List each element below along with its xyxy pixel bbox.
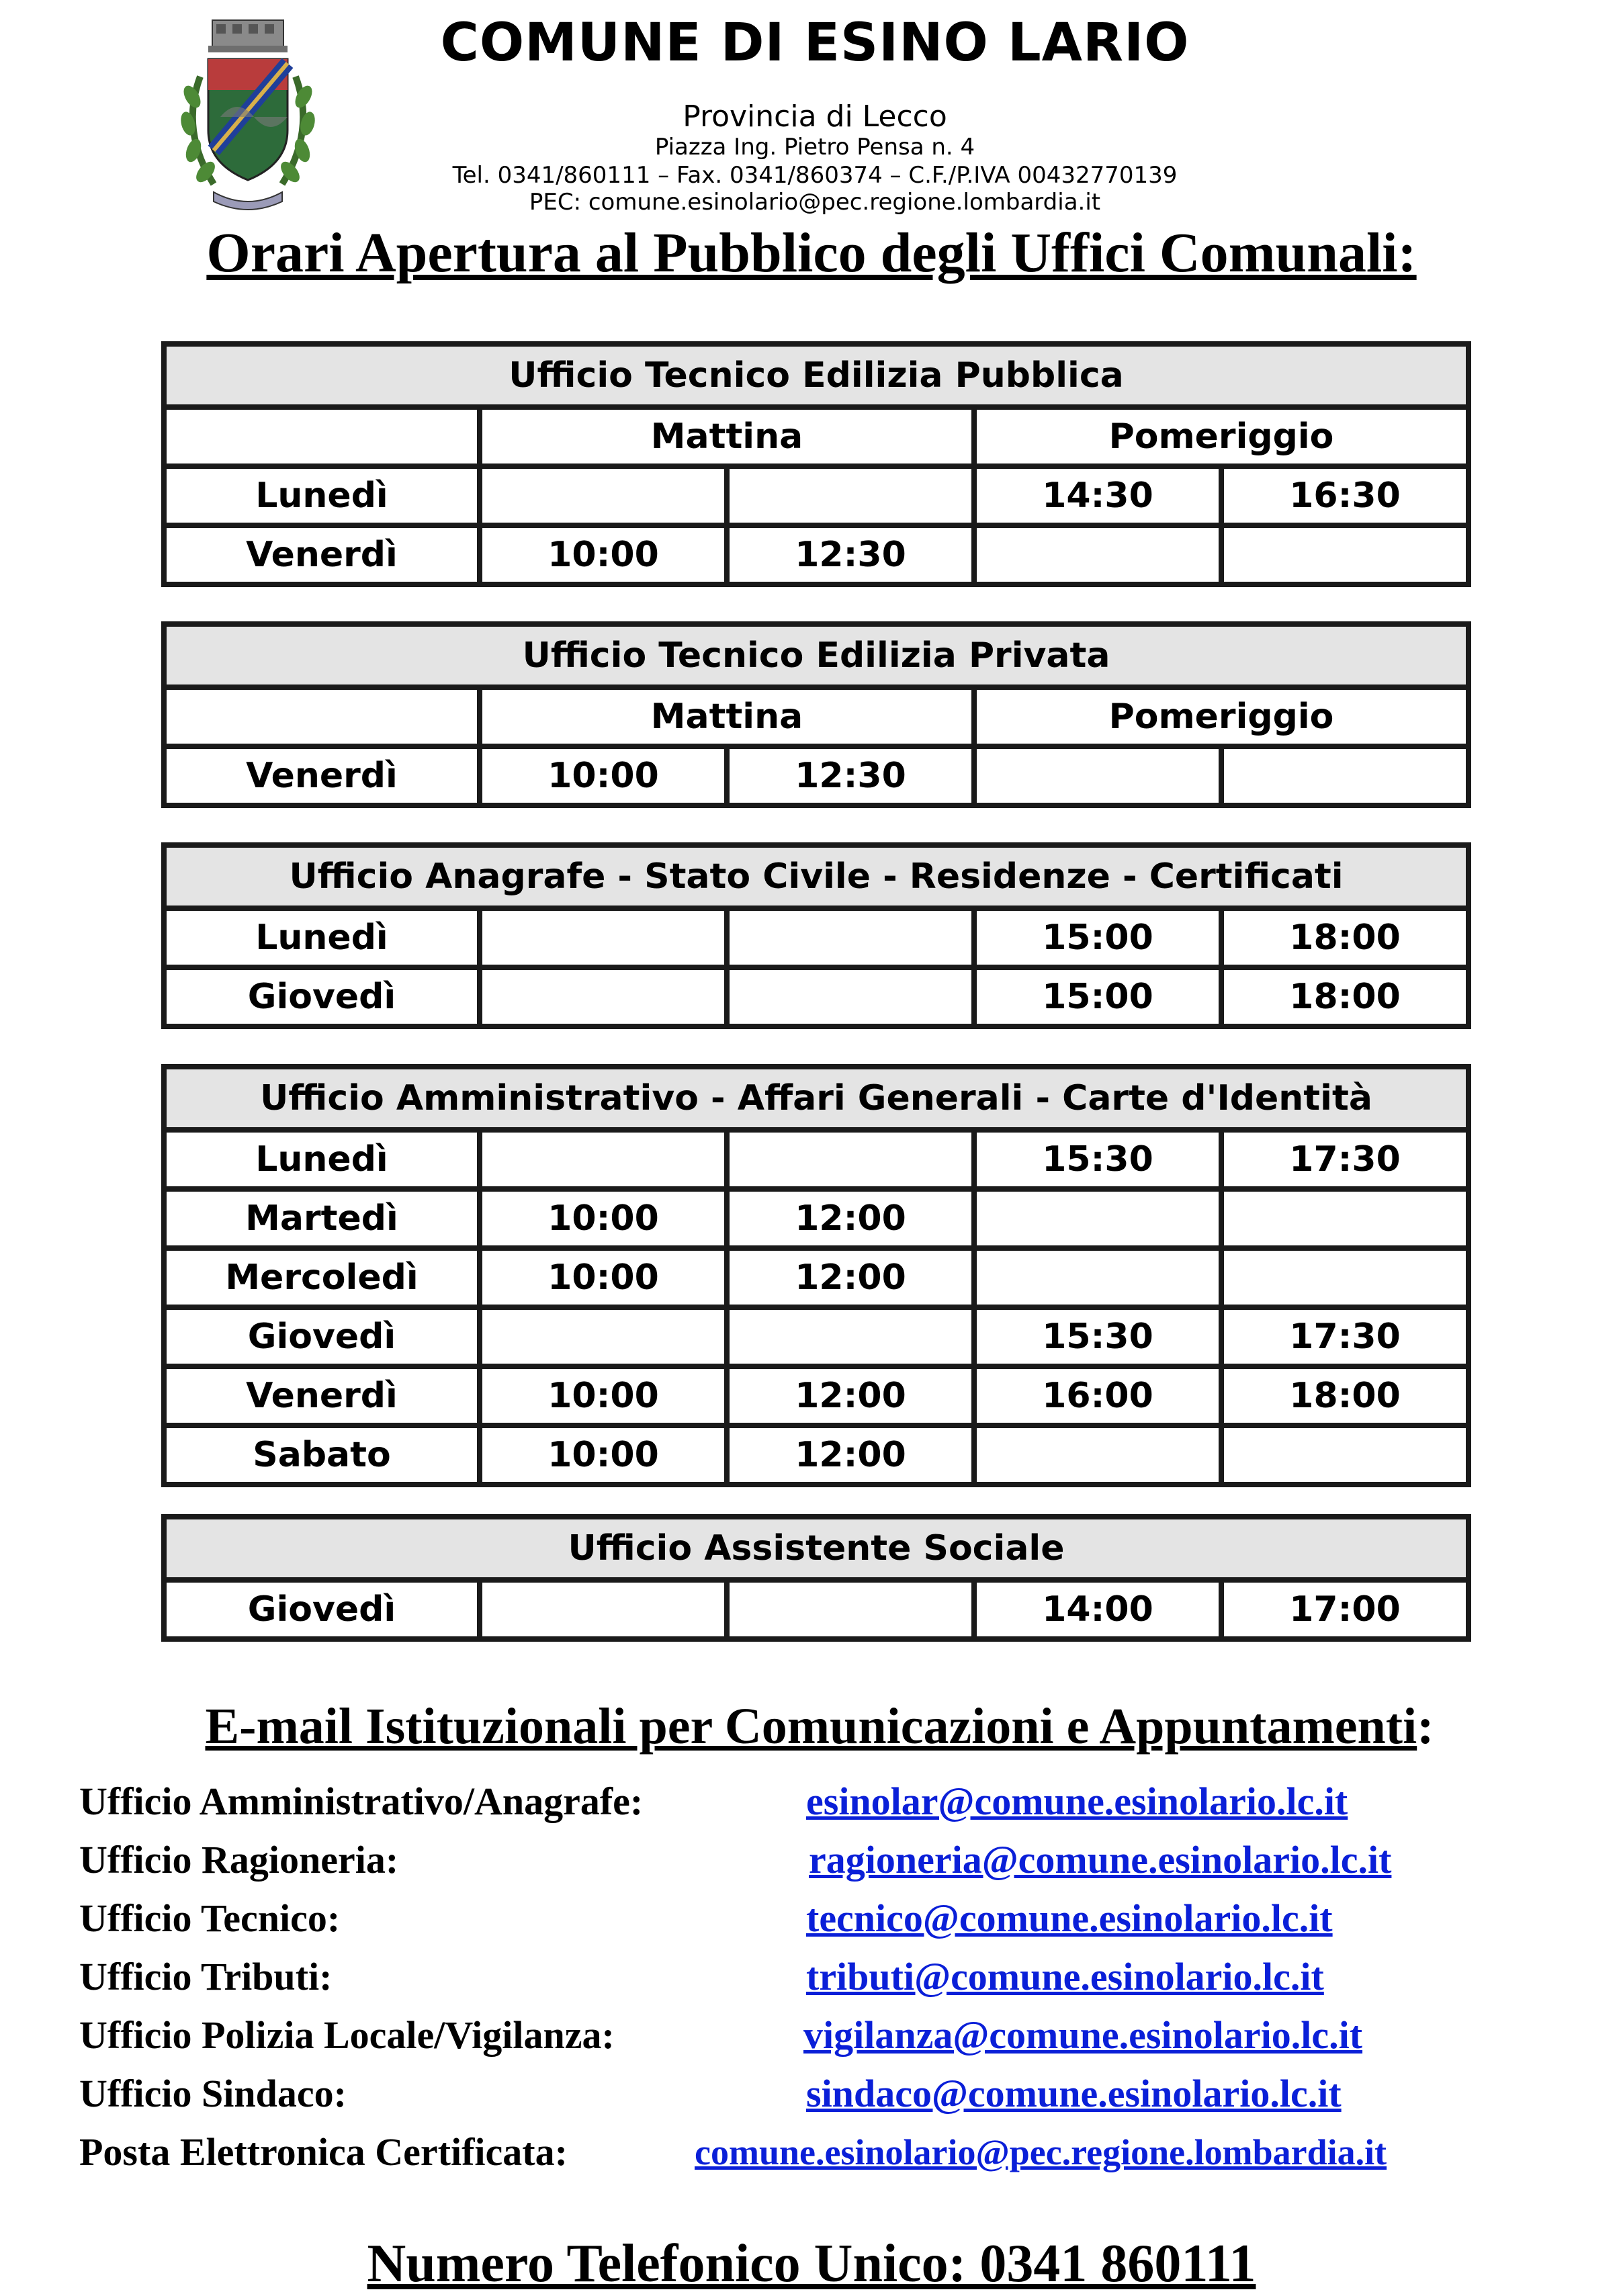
morning-close-cell: 12:30 [727,746,974,805]
office-hours-table [161,1514,1471,1642]
day-cell: Lunedì [164,466,480,525]
email-row [79,1773,1544,1830]
morning-open-cell: 10:00 [480,525,727,584]
office-hours-table [161,621,1471,808]
email-label: Ufficio Amministrativo/Anagrafe: [79,1779,644,1823]
email-label: Posta Elettronica Certificata: [79,2130,568,2174]
morning-close-cell: 12:00 [727,1425,974,1485]
email-row [79,2066,1544,2122]
afternoon-header: Pomeriggio [974,687,1468,746]
morning-close-cell [727,967,974,1026]
afternoon-close-cell: 17:30 [1221,1130,1468,1189]
afternoon-open-cell: 15:30 [974,1307,1221,1366]
day-cell: Lunedì [164,1130,480,1189]
table-row [164,525,1468,584]
afternoon-open-cell [974,525,1221,584]
email-link[interactable]: vigilanza@comune.esinolario.lc.it [803,2013,1363,2057]
morning-open-cell: 10:00 [480,746,727,805]
afternoon-open-cell: 16:00 [974,1366,1221,1425]
email-heading-text: E-mail Istituzionali per Comunicazioni e Appuntamenti [205,1698,1417,1755]
afternoon-open-cell [974,746,1221,805]
province-line: Provincia di Lecco [683,99,947,134]
email-row [79,1890,1544,1947]
opening-hours-heading: Orari Apertura al Pubblico degli Uffici Comunali: [206,222,1417,284]
afternoon-open-cell: 15:30 [974,1130,1221,1189]
email-label: Ufficio Tributi: [79,1955,333,1998]
day-cell: Venerdì [164,1366,480,1425]
afternoon-close-cell: 18:00 [1221,967,1468,1026]
morning-close-cell: 12:30 [727,525,974,584]
email-row [79,1832,1544,1888]
coat-of-arms-icon [173,16,322,218]
afternoon-close-cell: 17:00 [1221,1580,1468,1639]
afternoon-open-cell: 15:00 [974,967,1221,1026]
morning-open-cell [480,967,727,1026]
afternoon-open-cell: 15:00 [974,908,1221,967]
morning-open-cell [480,1307,727,1366]
afternoon-close-cell [1221,746,1468,805]
day-cell: Mercoledì [164,1248,480,1307]
morning-open-cell: 10:00 [480,1425,727,1485]
morning-close-cell [727,908,974,967]
office-hours-table [161,341,1471,587]
morning-close-cell: 12:00 [727,1366,974,1425]
afternoon-close-cell [1221,1248,1468,1307]
email-row [79,2124,1544,2180]
empty-header-cell [164,687,480,746]
office-hours-table [161,1064,1471,1487]
email-heading-colon: : [1417,1698,1434,1755]
afternoon-close-cell: 17:30 [1221,1307,1468,1366]
day-cell: Venerdì [164,746,480,805]
morning-header: Mattina [480,407,974,466]
office-title: Ufficio Tecnico Edilizia Pubblica [164,344,1468,407]
day-cell: Giovedì [164,967,480,1026]
email-link[interactable]: esinolar@comune.esinolario.lc.it [806,1779,1348,1823]
office-title: Ufficio Tecnico Edilizia Privata [164,624,1468,687]
email-label: Ufficio Sindaco: [79,2072,347,2115]
email-row [79,1949,1544,2005]
office-hours-table [161,842,1471,1029]
morning-close-cell: 12:00 [727,1248,974,1307]
afternoon-close-cell [1221,1189,1468,1248]
email-link[interactable]: ragioneria@comune.esinolario.lc.it [809,1838,1392,1882]
morning-open-cell [480,908,727,967]
day-cell: Giovedì [164,1307,480,1366]
table-row [164,1425,1468,1485]
office-title: Ufficio Amministrativo - Affari Generali - Carte d'Identità [164,1067,1468,1130]
day-cell: Lunedì [164,908,480,967]
morning-close-cell [727,1130,974,1189]
day-cell: Venerdì [164,525,480,584]
afternoon-close-cell: 18:00 [1221,1366,1468,1425]
morning-header: Mattina [480,687,974,746]
table-row [164,1189,1468,1248]
pec-line: PEC: comune.esinolario@pec.regione.lombardia.it [529,189,1101,216]
afternoon-open-cell [974,1248,1221,1307]
table-row [164,466,1468,525]
contacts-line: Tel. 0341/860111 – Fax. 0341/860374 – C.F./P.IVA 00432770139 [452,162,1178,189]
morning-close-cell [727,466,974,525]
email-label: Ufficio Ragioneria: [79,1838,399,1882]
afternoon-open-cell: 14:30 [974,466,1221,525]
email-heading [134,1693,1505,1760]
morning-open-cell: 10:00 [480,1366,727,1425]
morning-close-cell [727,1307,974,1366]
afternoon-open-cell [974,1189,1221,1248]
day-cell: Giovedì [164,1580,480,1639]
table-row [164,746,1468,805]
email-link[interactable]: tecnico@comune.esinolario.lc.it [806,1896,1333,1940]
table-row [164,908,1468,967]
email-label: Ufficio Tecnico: [79,1896,341,1940]
address-line: Piazza Ing. Pietro Pensa n. 4 [654,134,975,161]
table-row [164,1248,1468,1307]
afternoon-open-cell [974,1425,1221,1485]
afternoon-open-cell: 14:00 [974,1580,1221,1639]
morning-open-cell: 10:00 [480,1189,727,1248]
morning-open-cell [480,1580,727,1639]
table-row [164,1366,1468,1425]
table-row [164,1580,1468,1639]
office-title: Ufficio Anagrafe - Stato Civile - Residenze - Certificati [164,845,1468,908]
morning-open-cell [480,466,727,525]
office-title: Ufficio Assistente Sociale [164,1517,1468,1580]
email-row [79,2007,1544,2064]
afternoon-close-cell: 18:00 [1221,908,1468,967]
morning-open-cell: 10:00 [480,1248,727,1307]
day-cell: Martedì [164,1189,480,1248]
day-cell: Sabato [164,1425,480,1485]
table-row [164,1130,1468,1189]
table-row [164,1307,1468,1366]
morning-close-cell [727,1580,974,1639]
afternoon-header: Pomeriggio [974,407,1468,466]
email-link[interactable]: tributi@comune.esinolario.lc.it [806,1955,1324,1998]
municipality-name: COMUNE DI ESINO LARIO [440,13,1190,73]
morning-close-cell: 12:00 [727,1189,974,1248]
email-label: Ufficio Polizia Locale/Vigilanza: [79,2013,615,2057]
afternoon-close-cell [1221,525,1468,584]
morning-open-cell [480,1130,727,1189]
email-link[interactable]: comune.esinolario@pec.regione.lombardia.it [695,2132,1387,2172]
empty-header-cell [164,407,480,466]
afternoon-close-cell: 16:30 [1221,466,1468,525]
phone-number-line: Numero Telefonico Unico: 0341 860111 [367,2234,1256,2293]
email-link[interactable]: sindaco@comune.esinolario.lc.it [806,2072,1342,2115]
table-row [164,967,1468,1026]
afternoon-close-cell [1221,1425,1468,1485]
